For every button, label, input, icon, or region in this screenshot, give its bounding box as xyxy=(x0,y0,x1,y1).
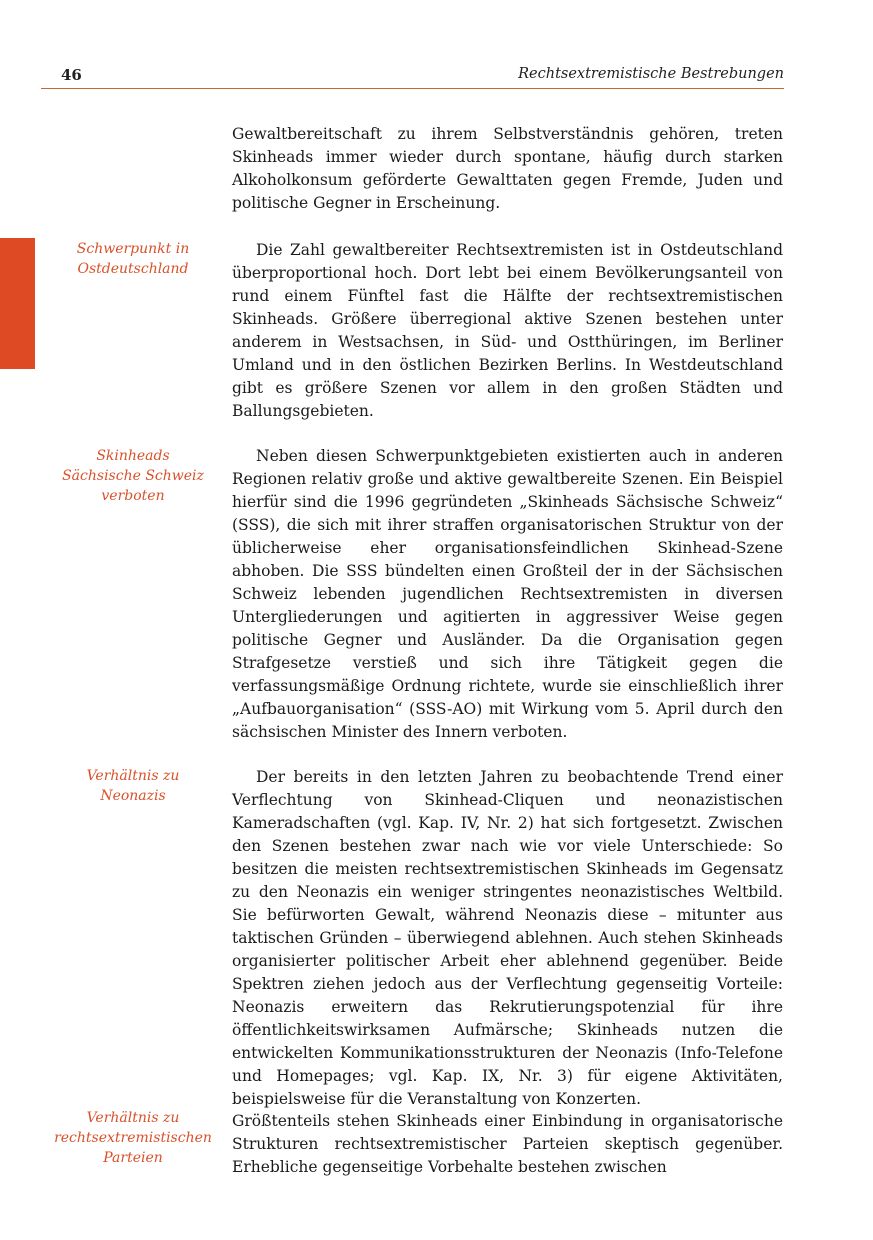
paragraph-parteien: Größtenteils stehen Skinheads einer Einbindung in organisatorische Strukturen rechtsextremistischer Parteien skeptisch gegenüber. Erhebliche gegenseitige Vorbehalte bestehen zwischen xyxy=(232,1112,783,1176)
margin-note-neonazis: Verhältnis zu Neonazis xyxy=(86,768,180,804)
paragraph-ostdeutschland: Die Zahl gewaltbereiter Rechtsextremisten ist in Ostdeutschland überproportional hoch. Dort lebt bei einem Bevölkerungsanteil von rund einem Fünftel fast die Hälfte der rechtsextremistischen Skinheads. Größere überregional aktive Szenen bestehen unter anderem in Westsachsen, in Süd- und Ostthüringen, im Berliner Umland und in den östlichen Bezirken Berlins. In Westdeutschland gibt es größere Szenen vor allem in den großen Städten und Ballungsgebieten. xyxy=(232,241,783,420)
section-accent-bar xyxy=(0,238,35,369)
paragraph-continuation: Gewaltbereitschaft zu ihrem Selbstverständnis gehören, treten Skinheads immer wieder durch spontane, häufig durch starken Alkoholkonsum geförderte Gewalttaten gegen Fremde, Juden und politische Gegner in Erscheinung. xyxy=(232,125,783,212)
paragraph-sss: Neben diesen Schwerpunktgebieten existierten auch in anderen Regionen relativ große und aktive gewaltbereite Szenen. Ein Beispiel hierfür sind die 1996 gegründeten „Skinheads Sächsische Schweiz“ (SSS), die sich mit ihrer straffen organisatorischen Struktur von der üblicherweise eher organisationsfeindlichen Skinhead-Szene abhoben. Die SSS bündelten einen Großteil der in der Sächsischen Schweiz lebenden jugendlichen Rechtsextremisten in diversen Untergliederungen und agitierten in aggressiver Weise gegen politische Gegner und Ausländer. Da die Organisation gegen Strafgesetze verstieß und sich ihre Tätigkeit gegen die verfassungsmäßige Ordnung richtete, wurde sie einschließlich ihrer „Aufbauorganisation“ (SSS-AO) mit Wirkung vom 5. April durch den sächsischen Minister des Innern verboten. xyxy=(232,447,783,741)
margin-note-skinheads-verboten: Skinheads Sächsische Schweiz verboten xyxy=(62,448,204,504)
margin-note-parteien: Verhältnis zu rechtsextremistischen Parteien xyxy=(54,1110,212,1166)
margin-note-schwerpunkt: Schwerpunkt in Ostdeutschland xyxy=(76,241,190,277)
page-header xyxy=(41,64,784,89)
running-title: Rechtsextremistische Bestrebungen xyxy=(518,66,784,82)
paragraph-neonazis: Der bereits in den letzten Jahren zu beobachtende Trend einer Verflechtung von Skinhead-Cliquen und neonazistischen Kameradschaften (vgl. Kap. IV, Nr. 2) hat sich fortgesetzt. Zwischen den Szenen bestehen zwar nach wie vor viele Unterschiede: So besitzen die meisten rechtsextremistischen Skinheads im Gegensatz zu den Neonazis ein weniger stringentes neonazistisches Weltbild. Sie befürworten Gewalt, während Neonazis diese – mitunter aus taktischen Gründen – überwiegend ablehnen. Auch stehen Skinheads organisierter politischer Arbeit eher ablehnend gegenüber. Beide Spektren ziehen jedoch aus der Verflechtung gegenseitig Vorteile: Neonazis erweitern das Rekrutierungspotenzial für ihre öffentlichkeitswirksamen Aufmärsche; Skinheads nutzen die entwickelten Kommunikationsstrukturen der Neonazis (Info-Telefone und Homepages; vgl. Kap. IX, Nr. 3) für eigene Aktivitäten, beispielsweise für die Veranstaltung von Konzerten. xyxy=(232,768,783,1108)
page-number: 46 xyxy=(61,66,82,84)
